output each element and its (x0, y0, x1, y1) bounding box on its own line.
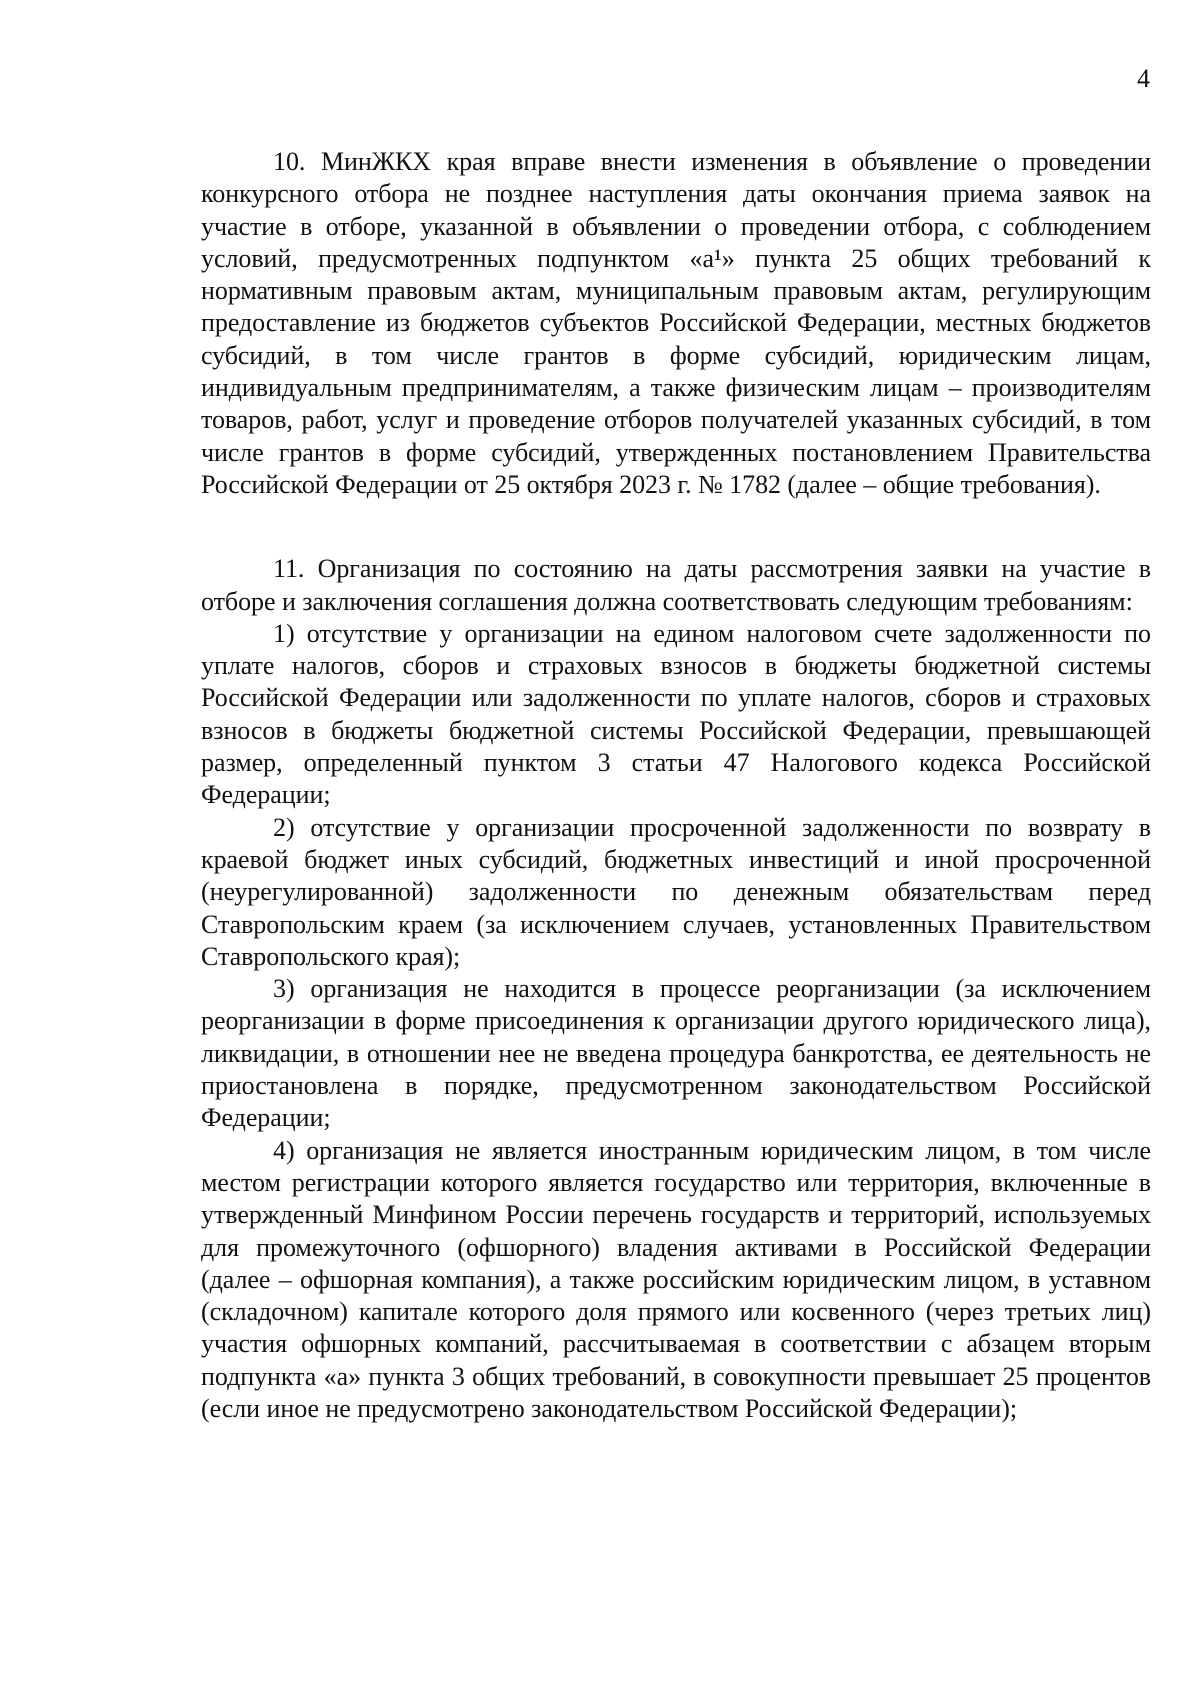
paragraph-11-item-4: 4) организация не является иностранным юридическим лицом, в том числе местом регистрации которого является государство или территория, включенные в утвержденный Минфином России перечень государств и территорий, используемых для промежуточного (офшорного) владения активами в Российской Федерации (далее – офшорная компания), а также российским юридическим лицом, в уставном (складочном) капитале которого доля прямого или косвенного (через третьих лиц) участия офшорных компаний, рассчитываемая в соответствии с абзацем вторым подпункта «а» пункта 3 общих требований, в совокупности превышает 25 процентов (если иное не предусмотрено законодательством Российской Федерации); (201, 1135, 1151, 1423)
paragraph-gap (201, 501, 1151, 553)
paragraph-11-item-2: 2) отсутствие у организации просроченной задолженности по возврату в краевой бюджет иных субсидий, бюджетных инвестиций и иной просроченной (неурегулированной) задолженности по денежным обязательствам перед Ставропольским краем (за исключением случаев, установленных Правительством Ставропольского края); (201, 812, 1151, 971)
paragraph-10: 10. МинЖКХ края вправе внести изменения в объявление о проведении конкурсного отбора не позднее наступления даты окончания приема заявок на участие в отборе, указанной в объявлении о проведении отбора, с соблюдением условий, предусмотренных подпунктом «а¹» пункта 25 общих требований к нормативным правовым актам, муниципальным правовым актам, регулирующим предоставление из бюджетов субъектов Российской Федерации, местных бюджетов субсидий, в том числе грантов в форме субсидий, юридическим лицам, индивидуальным предпринимателям, а также физическим лицам – производителям товаров, работ, услуг и проведение отборов получателей указанных субсидий, в том числе грантов в форме субсидий, утвержденных постановлением Правительства Российской Федерации от 25 октября 2023 г. № 1782 (далее – общие требования). (201, 147, 1151, 499)
paragraph-11: 11. Организация по состоянию на даты рассмотрения заявки на участие в отборе и заключения соглашения должна соответствовать следующим требованиям: (201, 554, 1151, 616)
page-number: 4 (1137, 64, 1150, 93)
paragraph-11-item-1: 1) отсутствие у организации на едином налоговом счете задолженности по уплате налогов, сборов и страховых взносов в бюджеты бюджетной системы Российской Федерации или задолженности по уплате налогов, сборов и страховых взносов в бюджеты бюджетной системы Российской Федерации, превышающей размер, определенный пунктом 3 статьи 47 Налогового кодекса Российской Федерации; (201, 618, 1151, 810)
document-body (201, 146, 1151, 1425)
paragraph-11-item-3: 3) организация не находится в процессе реорганизации (за исключением реорганизации в форме присоединения к организации другого юридического лица), ликвидации, в отношении нее не введена процедура банкротства, ее деятельность не приостановлена в порядке, предусмотренном законодательством Российской Федерации; (201, 974, 1151, 1133)
